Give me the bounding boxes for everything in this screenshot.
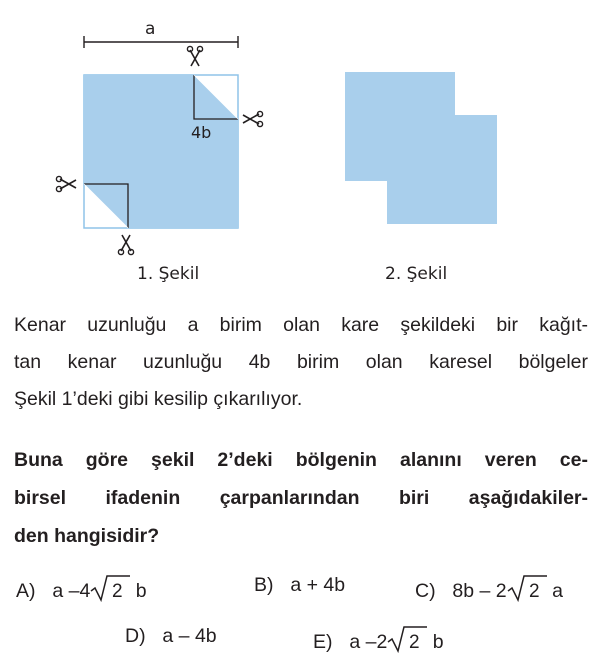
- dimension-line-a: [84, 36, 238, 48]
- option-c-pre: 8b – 2: [452, 580, 507, 603]
- option-c-radicand: 2: [528, 581, 540, 602]
- question-line: birsel ifadenin çarpanlarından biri aşağıdakiler-: [14, 487, 588, 509]
- figures-area: [0, 0, 599, 300]
- option-a-radicand: 2: [112, 581, 123, 602]
- option-a-post: b: [135, 580, 147, 603]
- problem-text: [14, 307, 588, 418]
- question-line: Buna göre şekil 2’deki bölgenin alanını veren ce-: [14, 449, 588, 471]
- option-a[interactable]: [16, 574, 147, 610]
- figure1-caption: 1. Şekil: [137, 264, 200, 284]
- option-letter: A): [16, 580, 36, 603]
- option-e[interactable]: [313, 625, 444, 661]
- sqrt-sign: [387, 625, 427, 661]
- scissors-icon: [56, 176, 76, 191]
- option-b[interactable]: [254, 574, 345, 597]
- option-e-radicand: 2: [409, 632, 420, 653]
- scissors-icon: [187, 46, 202, 66]
- figure2-shape: [345, 72, 497, 224]
- sqrt-sign: [507, 574, 547, 610]
- option-e-pre: a –2: [349, 631, 388, 654]
- figure2-caption: 2. Şekil: [385, 264, 448, 284]
- option-b-text: a + 4b: [290, 574, 346, 596]
- option-a-pre: a –4: [52, 580, 91, 603]
- option-e-post: b: [432, 631, 444, 654]
- problem-line: Şekil 1’deki gibi kesilip çıkarılıyor.: [14, 388, 303, 410]
- option-c-post: a: [552, 580, 563, 603]
- scissors-icon: [118, 235, 133, 255]
- dimension-label: a: [145, 19, 156, 39]
- sqrt-sign: [90, 574, 130, 610]
- option-letter: D): [125, 625, 146, 647]
- option-d-text: a – 4b: [162, 625, 217, 647]
- question-text: [14, 441, 588, 555]
- question-line: den hangisidir?: [14, 525, 160, 547]
- option-c[interactable]: [415, 574, 563, 610]
- option-letter: B): [254, 574, 274, 596]
- problem-line: Kenar uzunluğu a birim olan kare şekildeki bir kağıt-: [14, 314, 588, 336]
- figure-drawings: [0, 0, 599, 300]
- figure1-square: [84, 75, 238, 228]
- scissors-icon: [243, 111, 263, 126]
- problem-line: tan kenar uzunluğu 4b birim olan karesel bölgeler: [14, 351, 588, 373]
- option-d[interactable]: [125, 625, 217, 648]
- cut-size-label: 4b: [191, 123, 212, 142]
- option-letter: C): [415, 580, 436, 603]
- option-letter: E): [313, 631, 333, 654]
